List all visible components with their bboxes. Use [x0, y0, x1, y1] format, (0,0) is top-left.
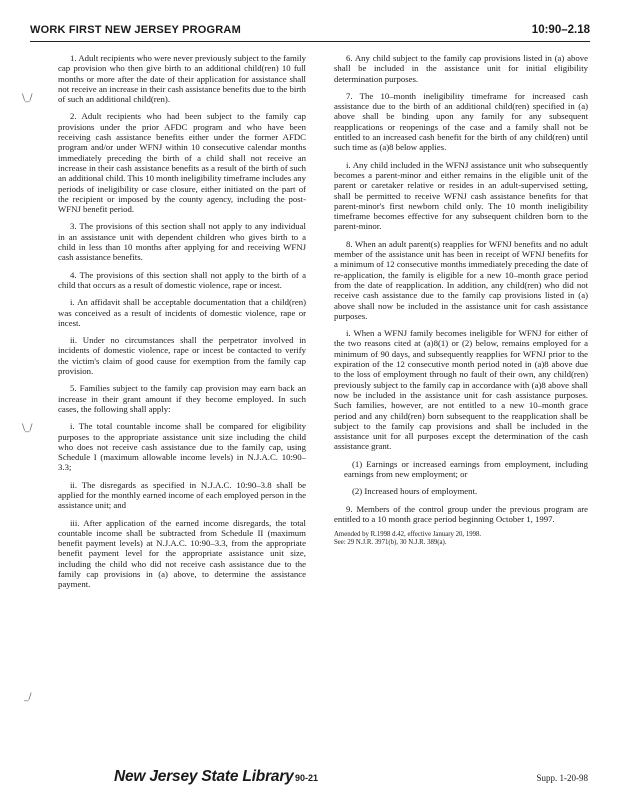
paragraph: (2) Increased hours of employment.	[352, 486, 478, 497]
supplement-date: Supp. 1-20-98	[536, 773, 588, 783]
paragraph: 5. Families subject to the family cap provision may earn back an increase in their grant amount if they become employed. In such cases, the following shall apply:	[58, 383, 306, 414]
amendment-line: See: 29 N.J.R. 3971(b), 30 N.J.R. 389(a).	[334, 539, 447, 547]
paragraph: i. When a WFNJ family becomes ineligible for WFNJ for either of the two reasons cited at (a)8(1) or (2) below, remains employed for a minimum of 90 days, and subsequently reapplies for WFNJ prior to the expiration of the 12 consecutive month period noted in (a)8 above due to the loss of employment through no fault of their own, any child(ren) previously subject to the family cap in accordance with (a)8 above shall now be included in the assistance unit for cash assistance purposes. Such families, however, are not entitled to a new 10–month grace period and any child(ren) born subsequent to the reapplication shall be subject to the family cap provisions and shall be included in the assistance unit for all purposes except the determination of the cash assistance grant.	[334, 328, 588, 452]
margin-mark: _/	[24, 692, 32, 702]
paragraph: 6. Any child subject to the family cap provisions listed in (a) above shall be included in the assistance unit for initial eligibility determination purposes.	[334, 53, 588, 84]
paragraph: (1) Earnings or increased earnings from employment, including earnings from new employment; or	[344, 458, 588, 479]
chapter-title: WORK FIRST NEW JERSEY PROGRAM	[30, 24, 241, 36]
paragraph: i. An affidavit shall be acceptable documentation that a child(ren) was conceived as a result of incidents of domestic violence, rape or incest.	[58, 297, 306, 328]
left-column	[58, 53, 306, 597]
header-rule	[30, 41, 590, 42]
margin-mark: \_/	[22, 93, 33, 103]
paragraph: 2. Adult recipients who had been subject to the family cap provisions under the prior AFDC program and who have been receiving cash assistance benefits either under the former AFDC program and/or under WFNJ within 10 consecutive calendar months immediately preceding the birth of a child shall not receive an increase in their cash assistance benefits as a result of the birth of such an additional child. This 10 month ineligibility timeframe includes any periods of ineligibility or case closure, either initiated on the part of the recipient or imposed by the county agency, including the post-WFNJ benefit period.	[58, 111, 306, 215]
paragraph: 7. The 10–month ineligibility timeframe for increased cash assistance due to the birth of an additional child(ren) specified in (a) above shall be binding upon any family for any subsequent reapplications or reopenings of the case and a family shall not be entitled to an increased cash benefit for the birth of any child(ren) until such time as (a)8 below applies.	[334, 90, 588, 153]
paragraph: 9. Members of the control group under the previous program are entitled to a 10 month grace period beginning October 1, 1997.	[334, 503, 588, 524]
paragraph: 4. The provisions of this section shall not apply to the birth of a child that occurs as a result of domestic violence, rape or incest.	[58, 269, 306, 290]
running-header	[30, 24, 590, 40]
margin-mark: \_/	[22, 423, 33, 433]
paragraph: i. Any child included in the WFNJ assistance unit who subsequently becomes a parent-minor and either remains in the eligible unit of the parent or caretaker relative or resides in an adult-supervised setting, shall be permitted to receive WFNJ cash assistance benefits for that parent-minor's first newborn child only. The 10 month ineligibility timeframe becomes effective for any subsequent children born to the parent-minor.	[334, 159, 588, 232]
right-column	[334, 53, 588, 547]
amendment-line: Amended by R.1998 d.42, effective January 20, 1998.	[334, 531, 482, 539]
paragraph: ii. Under no circumstances shall the perpetrator involved in incidents of domestic violence, rape or incest be contacted to verify the victim's claim of good cause for exemption from the family cap provision.	[58, 335, 306, 377]
paragraph: 8. When an adult parent(s) reapplies for WFNJ benefits and no adult member of the assistance unit has been in receipt of WFNJ benefits for a minimum of 12 consecutive months immediately preceding the date of re-application, the family is eligible for a new 10–month grace period from the date of reapplication. In addition, any child(ren) who did not receive cash assistance due to the family cap provisions listed in (a) above shall now be included in the assistance unit for cash assistance purposes.	[334, 238, 588, 321]
paragraph: ii. The disregards as specified in N.J.A.C. 10:90–3.8 shall be applied for the monthly earned income of each employed person in the assistance unit; and	[58, 479, 306, 511]
amendment-note	[334, 531, 588, 547]
paragraph: 1. Adult recipients who were never previously subject to the family cap provision who then give birth to an additional child(ren) 10 full months or more after the date of their application for assistance shall not receive an increase in their cash assistance benefits due to the birth of such an additional child(ren).	[58, 53, 306, 105]
page-number: 90-21	[295, 773, 319, 783]
section-number: 10:90–2.18	[531, 24, 590, 36]
paragraph: i. The total countable income shall be compared for eligibility purposes to the appropriate assistance unit size including the child who does not receive cash assistance due to the family cap, using Schedule I (maximum allowable income levels) in N.J.A.C. 10:90–3.3;	[58, 421, 306, 473]
library-stamp: New Jersey State Library	[114, 768, 294, 785]
paragraph: iii. After application of the earned income disregards, the total countable income shall be subtracted from Schedule II (maximum benefit payment levels) at N.J.A.C. 10:90–3.3, from the appropriate benefit payment level for the appropriate assistance unit size, including the child who did not receive cash assistance due to the family cap provisions in (a) above, to determine the assistance payment.	[58, 517, 306, 590]
paragraph: 3. The provisions of this section shall not apply to any individual in an assistance unit with dependent children who gives birth to a child in less than 10 months after applying for and receiving WFNJ cash assistance benefits.	[58, 221, 306, 263]
